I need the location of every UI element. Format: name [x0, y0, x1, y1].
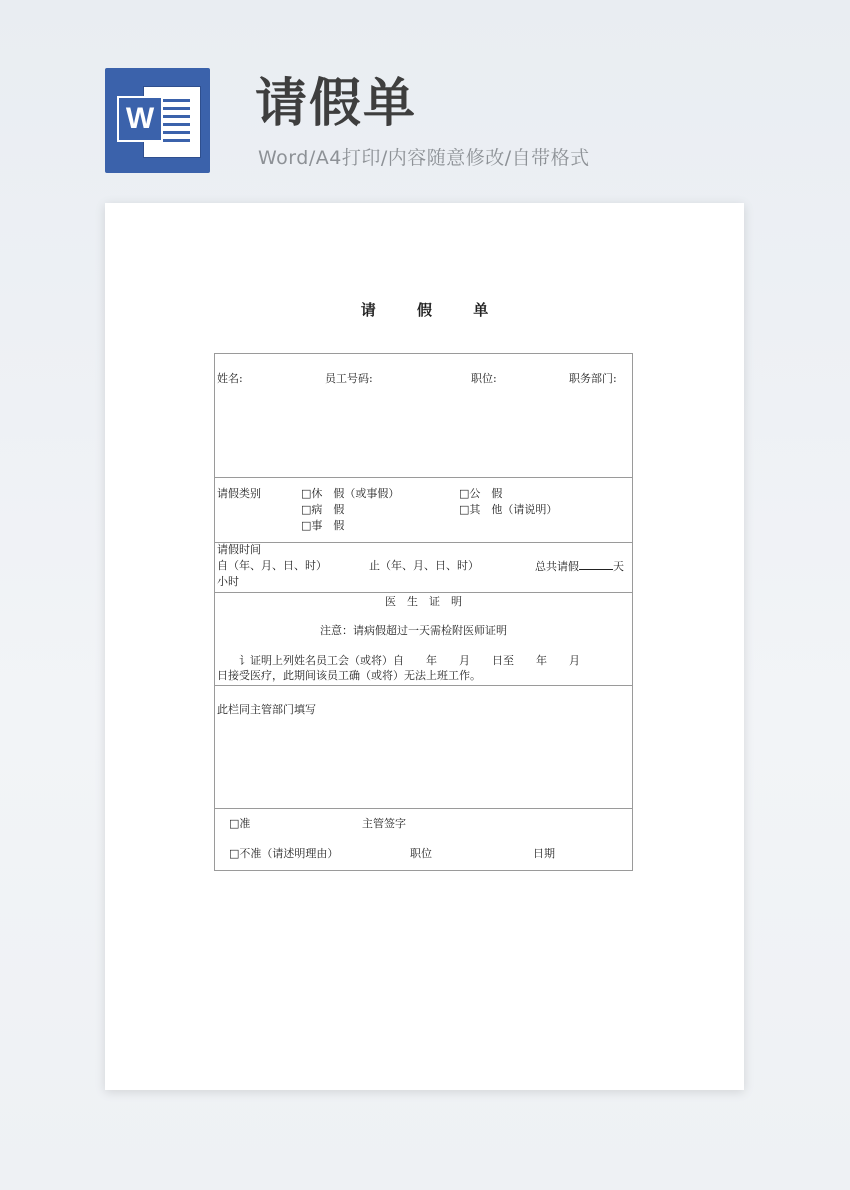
hours-label: 小时: [217, 575, 239, 588]
leave-form: [214, 353, 633, 871]
doctor-note: 注意：请病假超过一天需检附医师证明: [320, 624, 507, 637]
total-days: [535, 559, 624, 574]
checkbox-personal-leave[interactable]: □事 假: [301, 519, 345, 532]
leave-to-label: 止（年、月、日、时）: [369, 559, 479, 572]
page-subtitle: Word/A4打印/内容随意修改/自带格式: [258, 147, 590, 169]
leave-type-label: 请假类别: [217, 487, 261, 500]
checkbox-public-leave[interactable]: □公 假: [459, 487, 503, 500]
approval-position-label: 职位: [410, 847, 432, 860]
doctor-statement-line1: 讠证明上列姓名员工会（或将）自 年 月 日至 年 月: [239, 654, 580, 667]
checkbox-reject[interactable]: □不准（请述明理由）: [229, 847, 339, 860]
leave-time-label: 请假时间: [217, 543, 261, 556]
approval-row: [215, 808, 632, 871]
checkbox-other-leave[interactable]: □其 他（请说明）: [459, 503, 558, 516]
department-label: 职务部门:: [569, 372, 617, 385]
info-row: [215, 354, 632, 478]
document-title: 请 假 单: [360, 301, 507, 319]
leave-from-label: 自（年、月、日、时）: [217, 559, 327, 572]
leave-time-row: [215, 542, 632, 593]
checkbox-sick-leave[interactable]: □病 假: [301, 503, 345, 516]
total-days-suffix: 天: [613, 560, 624, 573]
name-label: 姓名:: [217, 372, 243, 385]
total-days-blank[interactable]: [579, 559, 613, 570]
employee-no-label: 员工号码:: [325, 372, 373, 385]
doctor-statement-line2: 日接受医疗，此期间该员工确（或将）无法上班工作。: [217, 669, 481, 682]
supervisor-row: [215, 685, 632, 809]
document-page: [105, 203, 744, 1090]
approval-date-label: 日期: [533, 847, 555, 860]
word-letter-icon: W: [117, 96, 163, 142]
checkbox-approve[interactable]: □准: [229, 817, 251, 830]
supervisor-label: 此栏同主管部门填写: [217, 703, 316, 716]
position-label: 职位:: [471, 372, 497, 385]
page-title: 请假单: [255, 74, 418, 134]
word-app-icon: [105, 68, 210, 173]
supervisor-signature-label: 主管签字: [362, 817, 406, 830]
leave-type-row: [215, 477, 632, 543]
total-days-prefix: 总共请假: [535, 560, 579, 573]
doctor-certificate-row: [215, 592, 632, 686]
checkbox-rest-leave[interactable]: □休 假（或事假）: [301, 487, 400, 500]
doctor-heading: 医 生 证 明: [385, 595, 462, 608]
